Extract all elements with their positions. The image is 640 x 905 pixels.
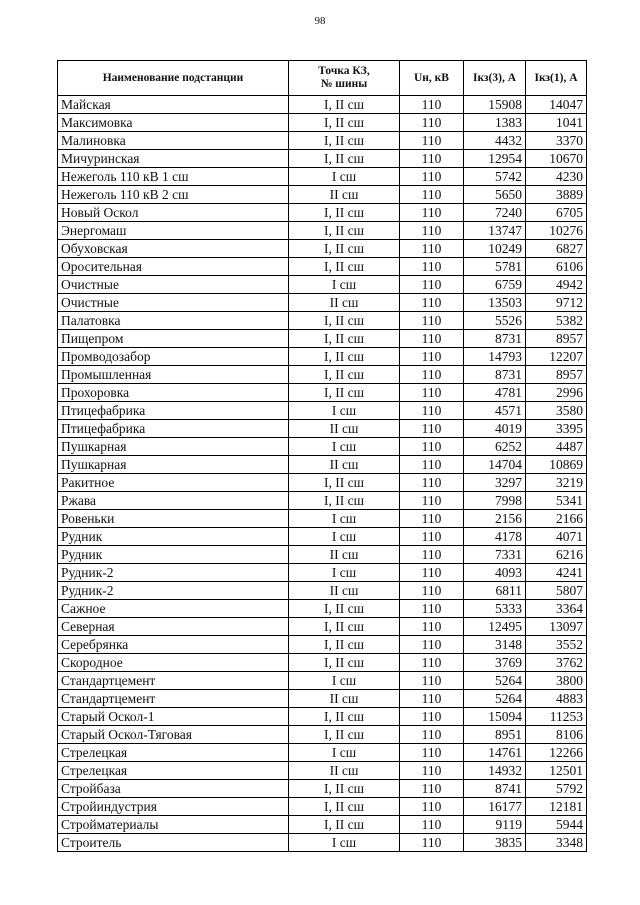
cell-point: I, II сш xyxy=(289,366,400,384)
cell-voltage: 110 xyxy=(400,510,464,528)
cell-name: Обуховская xyxy=(58,240,289,258)
cell-i1: 3219 xyxy=(526,474,587,492)
cell-i3: 6252 xyxy=(464,438,526,456)
cell-voltage: 110 xyxy=(400,240,464,258)
cell-i1: 2996 xyxy=(526,384,587,402)
cell-voltage: 110 xyxy=(400,744,464,762)
table-header-row xyxy=(58,61,587,96)
cell-voltage: 110 xyxy=(400,96,464,114)
cell-name: Ровеньки xyxy=(58,510,289,528)
cell-point: II сш xyxy=(289,690,400,708)
cell-i3: 8731 xyxy=(464,366,526,384)
table-row xyxy=(58,672,587,690)
cell-name: Максимовка xyxy=(58,114,289,132)
cell-i3: 4781 xyxy=(464,384,526,402)
cell-name: Ржава xyxy=(58,492,289,510)
cell-i1: 8957 xyxy=(526,330,587,348)
cell-point: I, II сш xyxy=(289,600,400,618)
cell-i3: 15908 xyxy=(464,96,526,114)
table-row xyxy=(58,600,587,618)
cell-i3: 3835 xyxy=(464,834,526,852)
cell-i3: 5781 xyxy=(464,258,526,276)
cell-i3: 8951 xyxy=(464,726,526,744)
table-row xyxy=(58,546,587,564)
cell-name: Стройматериалы xyxy=(58,816,289,834)
cell-i3: 4571 xyxy=(464,402,526,420)
table-row xyxy=(58,294,587,312)
cell-i3: 5650 xyxy=(464,186,526,204)
table-row xyxy=(58,132,587,150)
cell-i3: 6759 xyxy=(464,276,526,294)
cell-i3: 5742 xyxy=(464,168,526,186)
cell-name: Сажное xyxy=(58,600,289,618)
cell-i3: 4019 xyxy=(464,420,526,438)
header-name: Наименование подстанции xyxy=(58,61,289,96)
cell-i1: 3889 xyxy=(526,186,587,204)
table-row xyxy=(58,186,587,204)
cell-i3: 5264 xyxy=(464,690,526,708)
table-row xyxy=(58,726,587,744)
cell-i1: 3364 xyxy=(526,600,587,618)
cell-point: I сш xyxy=(289,402,400,420)
cell-voltage: 110 xyxy=(400,366,464,384)
cell-i1: 3762 xyxy=(526,654,587,672)
cell-i1: 4942 xyxy=(526,276,587,294)
cell-name: Рудник-2 xyxy=(58,564,289,582)
table-row xyxy=(58,636,587,654)
cell-name: Стройиндустрия xyxy=(58,798,289,816)
cell-i3: 6811 xyxy=(464,582,526,600)
cell-voltage: 110 xyxy=(400,492,464,510)
cell-i1: 5382 xyxy=(526,312,587,330)
cell-point: I сш xyxy=(289,510,400,528)
cell-name: Нежеголь 110 кВ 1 сш xyxy=(58,168,289,186)
table-row xyxy=(58,150,587,168)
table-row xyxy=(58,708,587,726)
cell-point: I, II сш xyxy=(289,636,400,654)
cell-i1: 5807 xyxy=(526,582,587,600)
cell-i1: 12207 xyxy=(526,348,587,366)
cell-voltage: 110 xyxy=(400,816,464,834)
cell-i3: 8741 xyxy=(464,780,526,798)
table-row xyxy=(58,816,587,834)
cell-i3: 5526 xyxy=(464,312,526,330)
cell-i3: 5264 xyxy=(464,672,526,690)
cell-name: Малиновка xyxy=(58,132,289,150)
cell-point: I, II сш xyxy=(289,780,400,798)
table-row xyxy=(58,312,587,330)
page-number: 98 xyxy=(314,15,326,27)
cell-point: I, II сш xyxy=(289,492,400,510)
cell-i3: 4432 xyxy=(464,132,526,150)
cell-point: I сш xyxy=(289,438,400,456)
cell-i1: 14047 xyxy=(526,96,587,114)
cell-i3: 2156 xyxy=(464,510,526,528)
cell-name: Стрелецкая xyxy=(58,744,289,762)
cell-point: II сш xyxy=(289,456,400,474)
cell-voltage: 110 xyxy=(400,438,464,456)
cell-name: Пушкарная xyxy=(58,456,289,474)
table-row xyxy=(58,618,587,636)
cell-name: Рудник-2 xyxy=(58,582,289,600)
cell-i1: 12266 xyxy=(526,744,587,762)
cell-name: Очистные xyxy=(58,276,289,294)
cell-voltage: 110 xyxy=(400,600,464,618)
table-row xyxy=(58,114,587,132)
cell-i1: 3370 xyxy=(526,132,587,150)
table-row xyxy=(58,762,587,780)
table-row xyxy=(58,420,587,438)
cell-point: I, II сш xyxy=(289,132,400,150)
cell-point: I, II сш xyxy=(289,222,400,240)
cell-voltage: 110 xyxy=(400,420,464,438)
cell-voltage: 110 xyxy=(400,798,464,816)
cell-i1: 10869 xyxy=(526,456,587,474)
table-row xyxy=(58,204,587,222)
cell-point: II сш xyxy=(289,762,400,780)
cell-i1: 4883 xyxy=(526,690,587,708)
cell-i3: 8731 xyxy=(464,330,526,348)
cell-i1: 2166 xyxy=(526,510,587,528)
cell-voltage: 110 xyxy=(400,402,464,420)
cell-i3: 10249 xyxy=(464,240,526,258)
cell-voltage: 110 xyxy=(400,708,464,726)
cell-point: II сш xyxy=(289,420,400,438)
table-row xyxy=(58,654,587,672)
cell-i3: 7998 xyxy=(464,492,526,510)
cell-i3: 14793 xyxy=(464,348,526,366)
cell-point: I сш xyxy=(289,168,400,186)
cell-point: II сш xyxy=(289,546,400,564)
cell-i1: 6827 xyxy=(526,240,587,258)
cell-i1: 6106 xyxy=(526,258,587,276)
cell-i1: 12501 xyxy=(526,762,587,780)
table-row xyxy=(58,240,587,258)
cell-point: I сш xyxy=(289,276,400,294)
cell-i1: 3348 xyxy=(526,834,587,852)
table-row xyxy=(58,744,587,762)
cell-voltage: 110 xyxy=(400,582,464,600)
table-row xyxy=(58,384,587,402)
cell-name: Мичуринская xyxy=(58,150,289,168)
cell-voltage: 110 xyxy=(400,132,464,150)
cell-name: Стройбаза xyxy=(58,780,289,798)
cell-voltage: 110 xyxy=(400,672,464,690)
cell-point: I, II сш xyxy=(289,654,400,672)
cell-point: I, II сш xyxy=(289,204,400,222)
cell-name: Ракитное xyxy=(58,474,289,492)
table-row xyxy=(58,492,587,510)
cell-i1: 13097 xyxy=(526,618,587,636)
table-row xyxy=(58,510,587,528)
cell-name: Майская xyxy=(58,96,289,114)
cell-i1: 4071 xyxy=(526,528,587,546)
cell-point: I, II сш xyxy=(289,384,400,402)
cell-voltage: 110 xyxy=(400,186,464,204)
cell-i1: 5341 xyxy=(526,492,587,510)
table-row xyxy=(58,780,587,798)
cell-i1: 6216 xyxy=(526,546,587,564)
cell-point: I, II сш xyxy=(289,618,400,636)
cell-point: I сш xyxy=(289,834,400,852)
cell-point: I, II сш xyxy=(289,798,400,816)
cell-name: Старый Оскол-Тяговая xyxy=(58,726,289,744)
cell-point: I, II сш xyxy=(289,474,400,492)
cell-i3: 15094 xyxy=(464,708,526,726)
cell-voltage: 110 xyxy=(400,546,464,564)
table-row xyxy=(58,96,587,114)
table-row xyxy=(58,528,587,546)
header-i3: Iкз(3), А xyxy=(464,61,526,96)
cell-point: I, II сш xyxy=(289,348,400,366)
table-body xyxy=(58,96,587,852)
cell-point: I, II сш xyxy=(289,816,400,834)
cell-i3: 7240 xyxy=(464,204,526,222)
cell-voltage: 110 xyxy=(400,384,464,402)
cell-i1: 4230 xyxy=(526,168,587,186)
cell-voltage: 110 xyxy=(400,294,464,312)
substation-table xyxy=(57,60,587,852)
cell-point: I, II сш xyxy=(289,330,400,348)
cell-i3: 13747 xyxy=(464,222,526,240)
table-row xyxy=(58,348,587,366)
cell-voltage: 110 xyxy=(400,636,464,654)
cell-name: Рудник xyxy=(58,546,289,564)
cell-point: I, II сш xyxy=(289,240,400,258)
cell-i3: 4178 xyxy=(464,528,526,546)
cell-name: Прохоровка xyxy=(58,384,289,402)
cell-voltage: 110 xyxy=(400,474,464,492)
cell-i1: 3580 xyxy=(526,402,587,420)
cell-voltage: 110 xyxy=(400,330,464,348)
table-row xyxy=(58,564,587,582)
cell-name: Птицефабрика xyxy=(58,420,289,438)
table-row xyxy=(58,222,587,240)
cell-i3: 3769 xyxy=(464,654,526,672)
cell-voltage: 110 xyxy=(400,528,464,546)
cell-i3: 13503 xyxy=(464,294,526,312)
cell-i1: 8106 xyxy=(526,726,587,744)
cell-voltage: 110 xyxy=(400,726,464,744)
header-i1: Iкз(1), А xyxy=(526,61,587,96)
cell-voltage: 110 xyxy=(400,114,464,132)
cell-voltage: 110 xyxy=(400,780,464,798)
cell-i1: 4487 xyxy=(526,438,587,456)
cell-voltage: 110 xyxy=(400,312,464,330)
cell-point: I, II сш xyxy=(289,150,400,168)
cell-i1: 4241 xyxy=(526,564,587,582)
cell-point: I сш xyxy=(289,672,400,690)
cell-voltage: 110 xyxy=(400,564,464,582)
cell-name: Оросительная xyxy=(58,258,289,276)
table-row xyxy=(58,366,587,384)
cell-i3: 12954 xyxy=(464,150,526,168)
cell-name: Северная xyxy=(58,618,289,636)
cell-i3: 16177 xyxy=(464,798,526,816)
cell-point: I, II сш xyxy=(289,258,400,276)
cell-voltage: 110 xyxy=(400,258,464,276)
cell-i1: 3395 xyxy=(526,420,587,438)
cell-name: Стандартцемент xyxy=(58,690,289,708)
cell-point: I сш xyxy=(289,744,400,762)
cell-voltage: 110 xyxy=(400,618,464,636)
cell-i1: 9712 xyxy=(526,294,587,312)
cell-name: Стандартцемент xyxy=(58,672,289,690)
table-row xyxy=(58,168,587,186)
cell-voltage: 110 xyxy=(400,834,464,852)
cell-point: I сш xyxy=(289,528,400,546)
table-row xyxy=(58,690,587,708)
cell-voltage: 110 xyxy=(400,348,464,366)
cell-name: Промводозабор xyxy=(58,348,289,366)
cell-name: Новый Оскол xyxy=(58,204,289,222)
cell-name: Нежеголь 110 кВ 2 сш xyxy=(58,186,289,204)
cell-voltage: 110 xyxy=(400,150,464,168)
cell-point: I, II сш xyxy=(289,96,400,114)
cell-i3: 7331 xyxy=(464,546,526,564)
cell-i3: 3148 xyxy=(464,636,526,654)
cell-voltage: 110 xyxy=(400,168,464,186)
cell-i3: 3297 xyxy=(464,474,526,492)
cell-voltage: 110 xyxy=(400,222,464,240)
table-row xyxy=(58,798,587,816)
cell-point: I, II сш xyxy=(289,708,400,726)
cell-i3: 5333 xyxy=(464,600,526,618)
cell-name: Строитель xyxy=(58,834,289,852)
cell-i1: 12181 xyxy=(526,798,587,816)
cell-i1: 5944 xyxy=(526,816,587,834)
cell-i3: 14932 xyxy=(464,762,526,780)
cell-i1: 10276 xyxy=(526,222,587,240)
cell-name: Палатовка xyxy=(58,312,289,330)
cell-name: Пушкарная xyxy=(58,438,289,456)
cell-i1: 3552 xyxy=(526,636,587,654)
cell-point: II сш xyxy=(289,186,400,204)
cell-name: Стрелецкая xyxy=(58,762,289,780)
header-point: Точка КЗ, № шины xyxy=(289,61,400,96)
cell-name: Серебрянка xyxy=(58,636,289,654)
table-row xyxy=(58,438,587,456)
table-row xyxy=(58,474,587,492)
cell-voltage: 110 xyxy=(400,690,464,708)
cell-point: II сш xyxy=(289,294,400,312)
cell-voltage: 110 xyxy=(400,456,464,474)
table-row xyxy=(58,258,587,276)
cell-name: Скородное xyxy=(58,654,289,672)
cell-name: Рудник xyxy=(58,528,289,546)
cell-i1: 8957 xyxy=(526,366,587,384)
cell-i3: 12495 xyxy=(464,618,526,636)
table-row xyxy=(58,402,587,420)
cell-i3: 14704 xyxy=(464,456,526,474)
cell-name: Старый Оскол-1 xyxy=(58,708,289,726)
cell-i1: 5792 xyxy=(526,780,587,798)
cell-name: Энергомаш xyxy=(58,222,289,240)
cell-i3: 1383 xyxy=(464,114,526,132)
table-row xyxy=(58,834,587,852)
cell-name: Промышленная xyxy=(58,366,289,384)
header-voltage: Uн, кВ xyxy=(400,61,464,96)
table-row xyxy=(58,456,587,474)
cell-point: I, II сш xyxy=(289,726,400,744)
cell-name: Птицефабрика xyxy=(58,402,289,420)
table-row xyxy=(58,276,587,294)
cell-i1: 11253 xyxy=(526,708,587,726)
cell-i1: 6705 xyxy=(526,204,587,222)
cell-voltage: 110 xyxy=(400,762,464,780)
cell-voltage: 110 xyxy=(400,276,464,294)
cell-point: I, II сш xyxy=(289,114,400,132)
cell-i1: 3800 xyxy=(526,672,587,690)
cell-i3: 14761 xyxy=(464,744,526,762)
cell-point: I сш xyxy=(289,564,400,582)
table-row xyxy=(58,330,587,348)
cell-point: II сш xyxy=(289,582,400,600)
table-row xyxy=(58,582,587,600)
cell-voltage: 110 xyxy=(400,654,464,672)
cell-i3: 4093 xyxy=(464,564,526,582)
cell-i1: 1041 xyxy=(526,114,587,132)
cell-name: Пищепром xyxy=(58,330,289,348)
cell-point: I, II сш xyxy=(289,312,400,330)
cell-name: Очистные xyxy=(58,294,289,312)
cell-i3: 9119 xyxy=(464,816,526,834)
cell-i1: 10670 xyxy=(526,150,587,168)
cell-voltage: 110 xyxy=(400,204,464,222)
